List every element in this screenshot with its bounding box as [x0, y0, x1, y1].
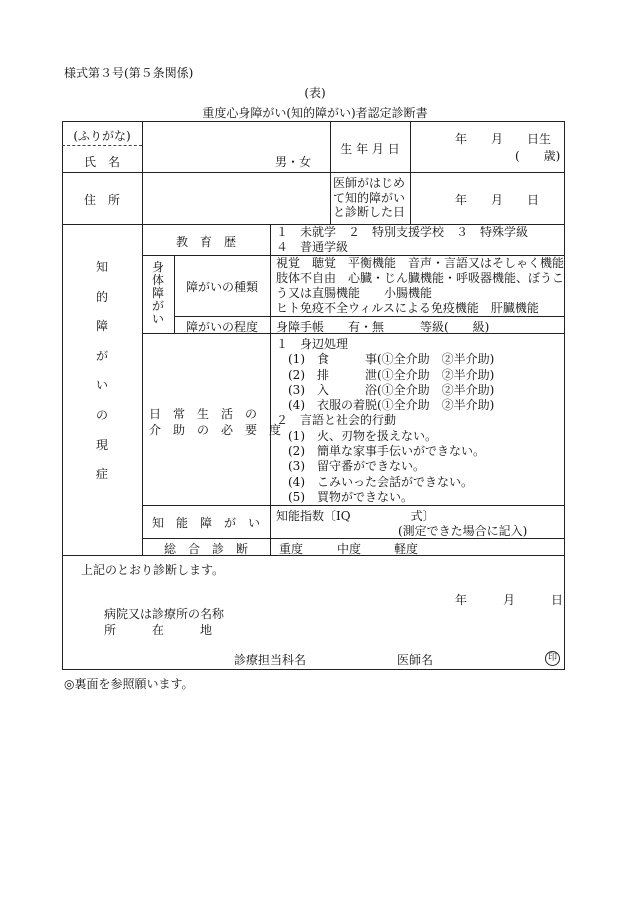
- gender-options[interactable]: 男・女: [275, 155, 312, 169]
- physical-disability-label: 身 体 障 が い: [151, 260, 164, 326]
- disability-degree-value[interactable]: 身障手帳 有・無 等級( 級): [276, 320, 490, 334]
- seal-icon: 印: [545, 651, 560, 666]
- daily-life-items[interactable]: １ 身辺処理 (1) 食 事(①全介助 ②半介助) (2) 排 泄(①全介助 ②半介助) (3) 入 浴(①全介助 ②半介助) (4) 衣服の着脱(①全介助 ②半介助) ２ 言語と社会的行動 (1) 火、刃物を扱えない。 (2) 簡単な家事手伝いができない。 (3) 留守番ができない。 (4) こみいった会話ができない。 (5) 買物ができない。: [276, 337, 495, 504]
- daily-life-label-2: 介 助 の 必 要 度: [149, 423, 282, 437]
- diagnosis-date-value[interactable]: 年 月 日: [455, 193, 540, 207]
- document-title: 重度心身障がい(知的障がい)者認定診断書: [202, 106, 428, 120]
- address-label: 住 所: [83, 193, 120, 207]
- iq-field[interactable]: 知能指数〔IQ 式〕: [276, 509, 435, 523]
- age-value[interactable]: ( 歳): [515, 149, 561, 163]
- overall-diagnosis-label: 総 合 診 断: [163, 542, 248, 556]
- name-field[interactable]: [142, 150, 292, 170]
- iq-note: (測定できた場合に記入): [398, 524, 528, 538]
- disability-type-options[interactable]: 視覚 聴覚 平衡機能 音声・言語又はそしゃく機能 肢体不自由 心臓・じん臓機能・呼吸器機能、ぼうこ う又は直腸機能 小腸機能 ヒト免疫不全ウィルスによる免疫機能 肝臓機能: [276, 256, 565, 315]
- doctor-label: 医師名: [397, 653, 434, 667]
- certification-date[interactable]: 年 月 日: [455, 593, 564, 607]
- department-label: 診療担当科名: [234, 653, 307, 667]
- form-number: 様式第３号(第５条関係): [64, 66, 194, 80]
- hospital-label: 病院又は診療所の名称: [104, 607, 225, 621]
- disability-degree-label: 障がいの程度: [185, 320, 258, 334]
- education-options[interactable]: １ 未就学 ２ 特別支援学校 ３ 特殊学級 ４ 普通学級: [276, 225, 529, 254]
- location-label: 所 在 地: [104, 623, 213, 637]
- dob-label: 生 年 月 日: [340, 142, 400, 156]
- disability-type-label: 障がいの種類: [185, 280, 258, 294]
- furigana-label: (ふりがな): [73, 129, 131, 143]
- education-label: 教 育 歴: [175, 235, 236, 249]
- reverse-note: ◎裏面を参照願います。: [64, 677, 194, 691]
- intellect-label: 知 能 障 が い: [151, 516, 260, 530]
- overall-option-mild[interactable]: 軽度: [394, 542, 419, 556]
- side-label: (表): [304, 86, 326, 100]
- name-label: 氏 名: [83, 155, 120, 169]
- current-status-vertical-label: 知 的 障 が い の 現 症: [95, 260, 108, 482]
- overall-option-severe[interactable]: 重度: [279, 542, 304, 556]
- address-field[interactable]: [142, 173, 330, 224]
- daily-life-label-1: 日 常 生 活 の: [149, 407, 258, 421]
- diagnosis-statement: 上記のとおり診断します。: [81, 563, 225, 577]
- furigana-field[interactable]: [142, 127, 330, 145]
- overall-option-moderate[interactable]: 中度: [337, 542, 362, 556]
- diagnosis-date-label: 医師がはじめ て知的障がい と診断した日: [333, 176, 406, 219]
- dob-value[interactable]: 年 月 日生: [455, 132, 552, 146]
